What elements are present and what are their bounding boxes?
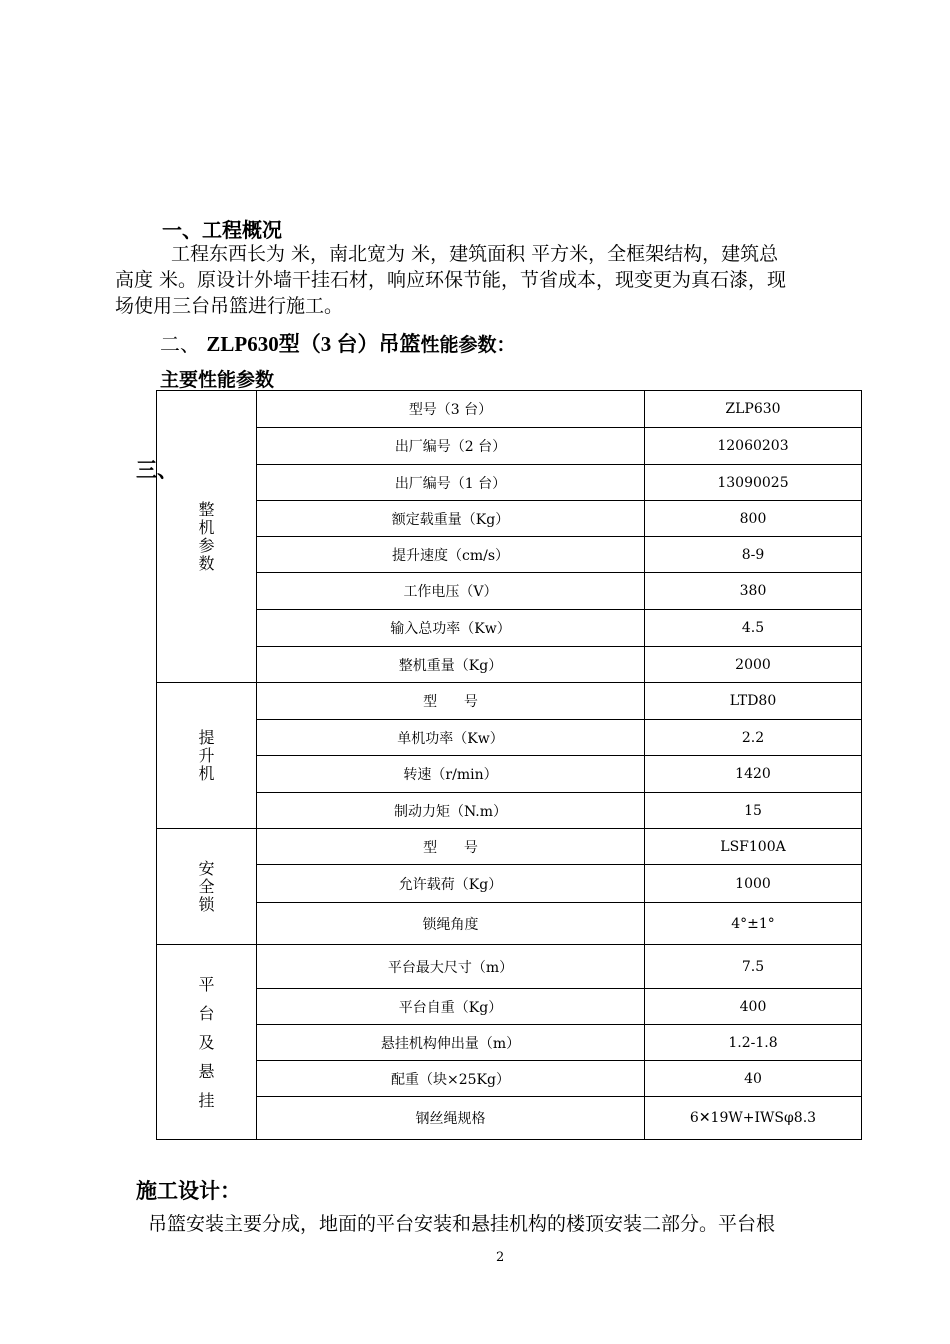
param-name-cell: 额定载重量（Kg） [257,501,645,537]
group-label-cell [157,945,257,1140]
param-value-cell: 400 [645,989,862,1025]
param-name-cell: 锁绳角度 [257,903,645,945]
heading-model: ZLP630 [206,332,279,356]
param-value-cell: 1000 [645,865,862,903]
param-value-cell: 15 [645,793,862,829]
param-value-cell: 380 [645,573,862,610]
param-name-cell: 钢丝绳规格 [257,1097,645,1140]
param-value-cell: 8-9 [645,537,862,573]
table-row [157,865,862,903]
param-name-cell: 平台最大尺寸（m） [257,945,645,989]
param-value-cell: LTD80 [645,683,862,720]
overview-paragraph-line: 场使用三台吊篮进行施工。 [115,295,344,317]
overview-paragraph-line: 高度 米。原设计外墙干挂石材，响应环保节能，节省成本，现变更为真石漆，现 [115,269,787,291]
param-value-cell: 1420 [645,756,862,793]
heading-model-desc: 型（3 台）吊篮 [278,332,421,356]
table-row [157,945,862,989]
param-value-cell: 1.2-1.8 [645,1025,862,1061]
param-value-cell: 800 [645,501,862,537]
param-value-cell: 40 [645,1061,862,1097]
heading-suffix: 性能参数： [420,334,516,356]
group-label: 安全锁 [198,858,215,914]
table-row [157,1061,862,1097]
table-row [157,720,862,756]
param-name-cell: 出厂编号（2 台） [257,428,645,465]
param-value-cell: 2000 [645,647,862,683]
group-label-cell [157,683,257,829]
group-label-cell [157,829,257,945]
table-row [157,1097,862,1140]
param-name-cell: 出厂编号（1 台） [257,465,645,501]
table-row [157,391,862,428]
stray-section-heading: 三、 [136,458,178,482]
param-value-cell: 2.2 [645,720,862,756]
section-heading-overview: 一、工程概况 [162,218,282,242]
overview-paragraph-line: 工程东西长为 米，南北宽为 米，建筑面积 平方米，全框架结构，建筑总 [171,243,779,265]
param-value-cell: 13090025 [645,465,862,501]
table-row [157,428,862,465]
section-heading-construction: 施工设计： [136,1179,241,1203]
param-value-cell: LSF100A [645,829,862,865]
table-row [157,793,862,829]
table-row [157,756,862,793]
param-name-cell: 平台自重（Kg） [257,989,645,1025]
group-label-cell [157,391,257,683]
table-row [157,1025,862,1061]
page-number: 2 [496,1250,505,1265]
param-name-cell: 配重（块×25Kg） [257,1061,645,1097]
param-name-cell: 型 号 [257,683,645,720]
table-row [157,829,862,865]
heading-prefix: 二、 [160,332,200,356]
param-value-cell: 7.5 [645,945,862,989]
param-value-cell: 12060203 [645,428,862,465]
group-label: 提升机 [198,727,215,783]
param-value-cell: 6✕19W+IWSφ8.3 [645,1097,862,1140]
param-name-cell: 整机重量（Kg） [257,647,645,683]
table-row [157,989,862,1025]
table-title: 主要性能参数 [160,369,275,391]
param-value-cell: 4.5 [645,610,862,647]
param-value-cell: 4°±1° [645,903,862,945]
param-name-cell: 悬挂机构伸出量（m） [257,1025,645,1061]
param-name-cell: 单机功率（Kw） [257,720,645,756]
construction-paragraph-line: 吊篮安装主要分成，地面的平台安装和悬挂机构的楼顶安装二部分。平台根 [148,1213,776,1235]
param-name-cell: 提升速度（cm/s） [257,537,645,573]
table-row [157,610,862,647]
param-name-cell: 转速（r/min） [257,756,645,793]
param-name-cell: 工作电压（V） [257,573,645,610]
table-row [157,683,862,720]
table-row [157,465,862,501]
param-name-cell: 型号（3 台） [257,391,645,428]
param-name-cell: 制动力矩（N.m） [257,793,645,829]
group-label: 整机参数 [198,499,215,573]
param-value-cell: ZLP630 [645,391,862,428]
param-name-cell: 型 号 [257,829,645,865]
parameters-table [156,390,862,1140]
param-name-cell: 允许载荷（Kg） [257,865,645,903]
table-row [157,573,862,610]
table-row [157,647,862,683]
table-row [157,501,862,537]
table-row [157,903,862,945]
group-label: 平台及悬挂 [198,974,215,1110]
table-row [157,537,862,573]
param-name-cell: 输入总功率（Kw） [257,610,645,647]
section-heading-parameters [160,328,515,358]
